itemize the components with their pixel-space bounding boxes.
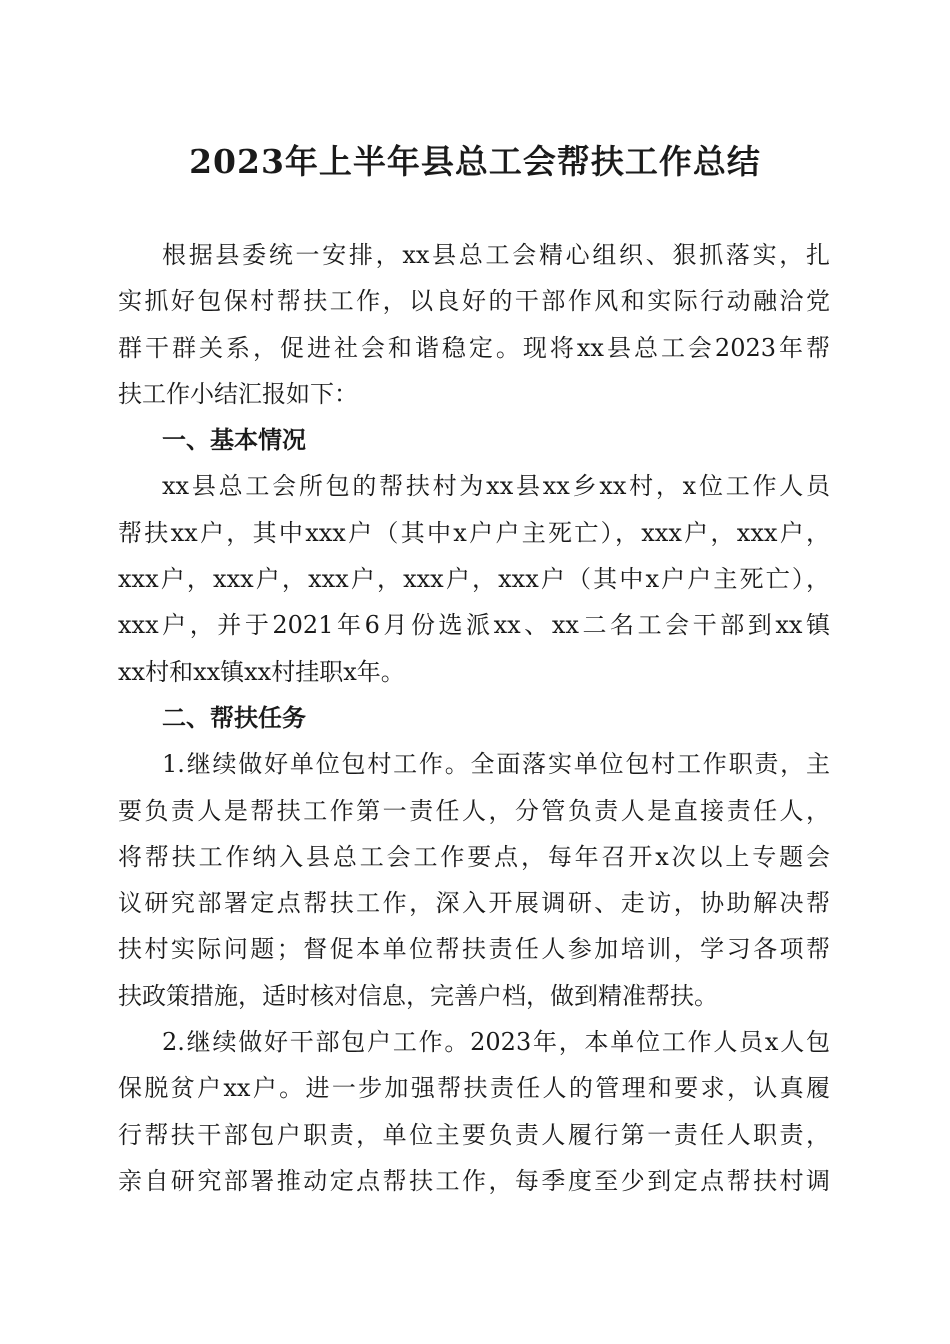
intro-line: 实抓好包保村帮扶工作，以良好的干部作风和实际行动融洽党 [118,287,830,316]
intro-line: 扶工作小结汇报如下： [118,379,358,408]
item2-line: 保脱贫户xx户。进一步加强帮扶责任人的管理和要求，认真履 [118,1074,830,1103]
document-body [118,232,830,1204]
section1-line: xx村和xx镇xx村挂职x年。 [118,657,405,686]
item2-line: 2.继续做好干部包户工作。2023年，本单位工作人员x人包 [162,1028,830,1057]
item2-line: 行帮扶干部包户职责，单位主要负责人履行第一责任人职责， [118,1120,830,1149]
intro-line: 根据县委统一安排，xx县总工会精心组织、狠抓落实，扎 [162,241,830,269]
item1-line: 议研究部署定点帮扶工作，深入开展调研、走访，协助解决帮 [118,889,830,918]
item1-line: 要负责人是帮扶工作第一责任人，分管负责人是直接责任人， [118,796,830,825]
item2-line: 亲自研究部署推动定点帮扶工作，每季度至少到定点帮扶村调 [118,1166,830,1195]
document-title: 2023年上半年县总工会帮扶工作总结 [189,142,761,181]
item1-line: 扶村实际问题；督促本单位帮扶责任人参加培训，学习各项帮 [118,935,830,964]
section1-line: xxx户，xxx户，xxx户，xxx户，xxx户（其中x户户主死亡）， [118,565,830,594]
item1-line: 1.继续做好单位包村工作。全面落实单位包村工作职责，主 [162,750,830,779]
item1-line: 将帮扶工作纳入县总工会工作要点，每年召开x次以上专题会 [118,842,830,871]
item1-line: 扶政策措施，适时核对信息，完善户档，做到精准帮扶。 [118,981,718,1010]
section1-line: 帮扶xx户，其中xxx户（其中x户户主死亡），xxx户，xxx户， [118,518,830,547]
section-heading-basic-situation: 一、基本情况 [162,426,306,455]
section1-line: xxx户，并于2021年6月份选派xx、xx二名工会干部到xx镇 [118,611,830,640]
section1-line: xx县总工会所包的帮扶村为xx县xx乡xx村，x位工作人员 [162,472,830,501]
section-heading-assistance-tasks: 二、帮扶任务 [162,703,306,732]
intro-line: 群干群关系，促进社会和谐稳定。现将xx县总工会2023年帮 [118,333,830,362]
